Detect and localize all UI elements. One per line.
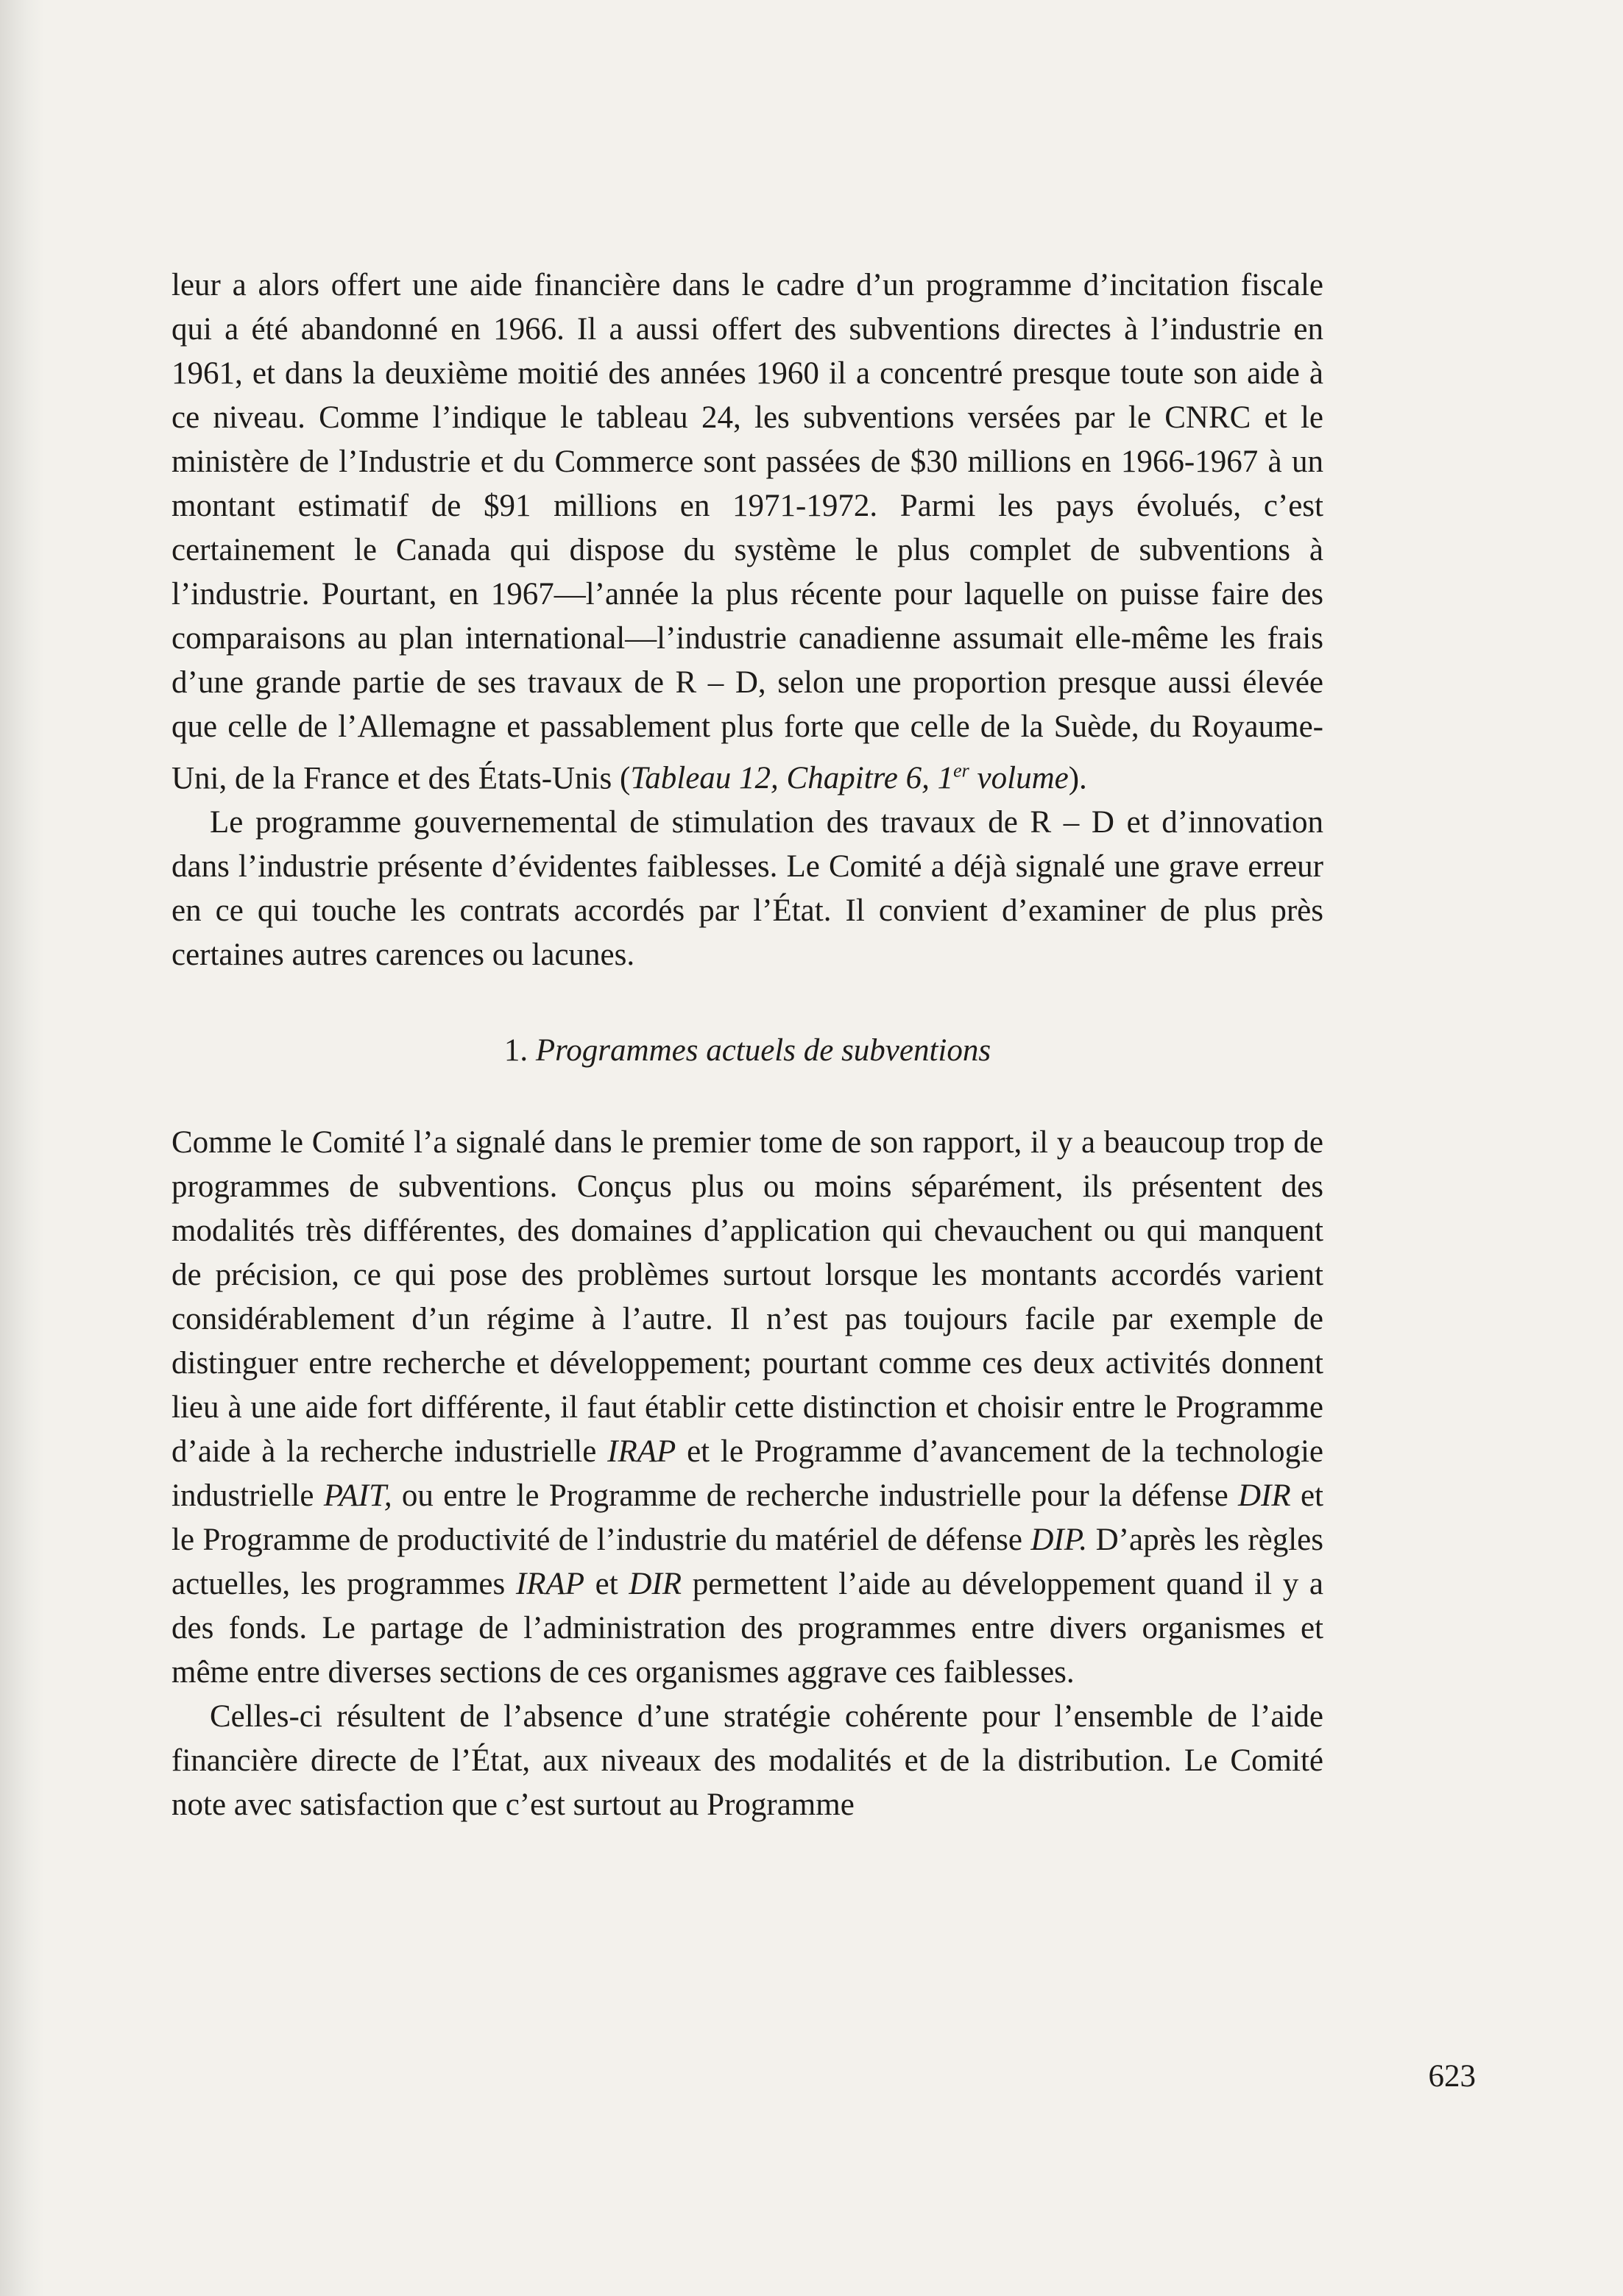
- paragraph-2: Le programme gouvernemental de stimulation des travaux de R – D et d’innovation dans l’industrie présente d’évidentes faiblesses. Le Comité a déjà signalé une grave erreur en ce qui touche les contrats accordés par l’État. Il convient d’examiner de plus près certaines autres carences ou lacunes.: [172, 805, 1323, 973]
- paragraph-1-text: leur a alors offert une aide financière dans le cadre d’un programme d’incitation fiscale qui a été abandonné en 1966. Il a aussi offert des subventions directes à l’industrie en 1961, et dans la deuxième moitié des années 1960 il a concentré presque toute son aide à ce niveau. Comme l’indique le tableau 24, les subventions versées par le CNRC et le ministère de l’Industrie et du Commerce sont passées de $30 millions en 1966-1967 à un montant estimatif de $91 millions en 1971-1972. Parmi les pays évolués, c’est certainement le Canada qui dispose du système le plus complet de subventions à l’industrie. Pourtant, en 1967—l’année la plus récente pour laquelle on puisse faire des comparaisons au plan international—l’industrie canadienne assumait elle-même les frais d’une grande partie de ses travaux de R – D, selon une proportion presque aussi élevée que celle de l’Allemagne et passablement plus forte que celle de la Suède, du Royaume-Uni, de la France et des États-Unis (: [172, 268, 1323, 796]
- table-reference: Tableau 12, Chapitre 6, 1er volume: [630, 760, 1069, 796]
- acronym-irap: IRAP: [607, 1434, 676, 1470]
- acronym-irap: IRAP: [515, 1567, 585, 1602]
- page-edge-shadow: [0, 0, 44, 2296]
- body-text: [172, 263, 1323, 1827]
- paragraph-1: leur a alors offert une aide financière dans le cadre d’un programme d’incitation fiscale qui a été abandonné en 1966. Il a aussi offert des subventions directes à l’industrie en 1961, et dans la deuxième moitié des années 1960 il a concentré presque toute son aide à ce niveau. Comme l’indique le tableau 24, les subventions versées par le CNRC et le ministère de l’Industrie et du Commerce sont passées de $30 millions en 1966-1967 à un montant estimatif de $91 millions en 1971-1972. Parmi les pays évolués, c’est certainement le Canada qui dispose du système le plus complet de subventions à l’industrie. Pourtant, en 1967—l’année la plus récente pour laquelle on puisse faire des comparaisons au plan international—l’industrie canadienne assumait elle-même les frais d’une grande partie de ses travaux de R – D, selon une proportion presque aussi élevée que celle de l’Allemagne et passablement plus forte que celle de la Suède, du Royaume-Uni, de la France et des États-Unis (Tableau 12, Chapitre 6, 1er volume).: [172, 268, 1323, 796]
- acronym-dir: DIR: [629, 1567, 682, 1602]
- paragraph-4: Celles-ci résultent de l’absence d’une stratégie cohérente pour l’ensemble de l’aide financière directe de l’État, aux niveaux des modalités et de la distribution. Le Comité note avec satisfaction que c’est surtout au Programme: [172, 1699, 1323, 1823]
- section-heading: 1. Programmes actuels de subventions: [503, 1033, 991, 1069]
- page-number: 623: [1428, 2059, 1476, 2094]
- acronym-dip: DIP.: [1030, 1523, 1088, 1558]
- paragraph-3: Comme le Comité l’a signalé dans le premier tome de son rapport, il y a beaucoup trop de programmes de subventions. Conçus plus ou moins séparément, ils présentent des modalités très différentes, des domaines d’application qui chevauchent ou qui manquent de précision, ce qui pose des problèmes surtout lorsque les montants accordés varient considérablement d’un régime à l’autre. Il n’est pas toujours facile par exemple de distinguer entre recherche et développement; pourtant comme ces deux activités donnent lieu à une aide fort différente, il faut établir cette distinction et choisir entre le Programme d’aide à la recherche industrielle IRAP et le Programme d’avancement de la technologie industrielle PAIT, ou entre le Programme de recherche industrielle pour la défense DIR et le Programme de productivité de l’industrie du matériel de défense DIP. D’après les règles actuelles, les programmes IRAP et DIR permettent l’aide au développement quand il y a des fonds. Le partage de l’administration des programmes entre divers organismes et même entre diverses sections de ces organismes aggrave ces faiblesses.: [172, 1125, 1323, 1690]
- acronym-dir: DIR: [1237, 1478, 1291, 1514]
- acronym-pait: PAIT,: [323, 1478, 392, 1514]
